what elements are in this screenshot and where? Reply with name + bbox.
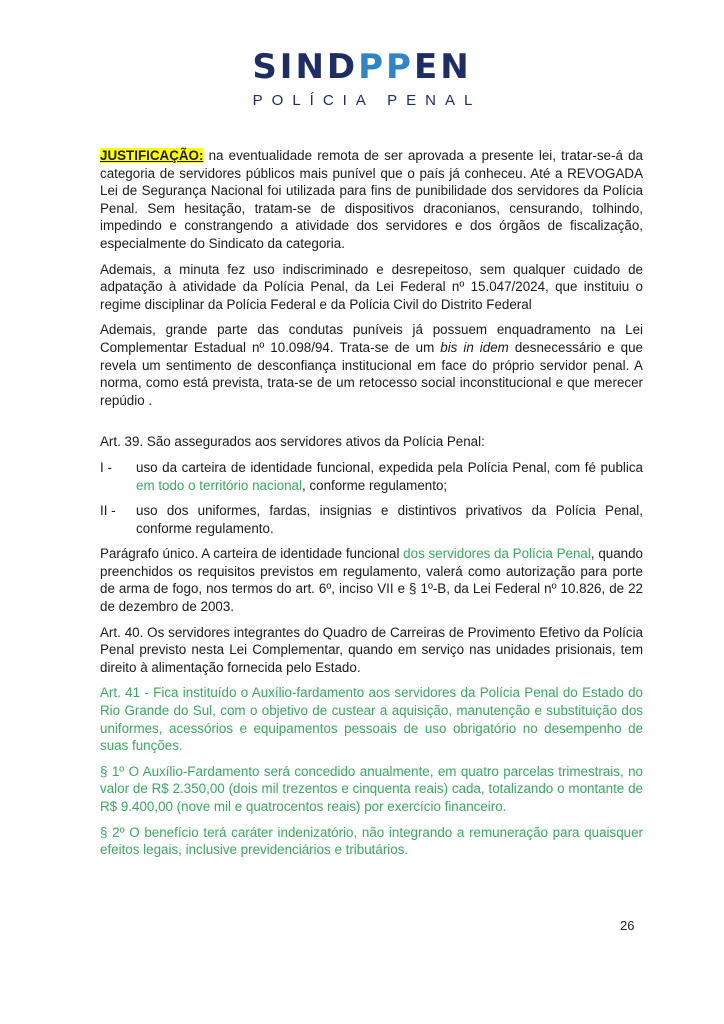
justification-paragraph (100, 147, 643, 253)
logo-text-sind: SIND (252, 47, 359, 87)
art39-title: Art. 39. São assegurados aos servidores ativos da Polícia Penal: (100, 434, 485, 450)
item-text (136, 459, 643, 494)
italic-term: bis in idem (440, 339, 509, 355)
art41-paragraph-2: § 2º O benefício terá caráter indenizatório, não integrando a remuneração para quaisquer efeitos legais, inclusive previdenciários e tributários. (100, 824, 643, 858)
item-text: uso dos uniformes, fardas, insignias e distintivos privativos da Polícia Penal, conforme regulamento. (136, 503, 643, 536)
paragraph-text: , quando preenchidos os requisitos previstos em regulamento, valerá como autorização para porte de arma de fogo, nos termos do art. 6º, inciso VII e § 1º-B, da Lei Federal nº 10.826, de 22 de dezembro de 2003. (100, 546, 644, 615)
art39-item-1 (100, 459, 643, 494)
logo-text-en: EN (413, 47, 472, 87)
paragraph-text: Ademais, grande parte das condutas puníveis já possuem enquadramento na Lei Complementar Estadual nº 10.098/94. Trata-se de um (100, 322, 643, 355)
paragraph-text: desnecessário e que revela um sentimento de desconfiança institucional em face do próprio servidor penal. A norma, como está prevista, trata-se de um retocesso social inconstitucional e que merecer repúdio . (100, 339, 644, 408)
page-number: 26 (620, 918, 635, 933)
justification-label: JUSTIFICAÇÃO: (100, 148, 204, 163)
green-amendment: dos servidores da Polícia Penal (403, 546, 591, 562)
art39-item-2 (100, 502, 643, 537)
paragraph-text: Parágrafo único. A carteira de identidade funcional (100, 546, 404, 562)
green-amendment: em todo o território nacional (136, 477, 302, 493)
paragraph-bis-in-idem (100, 321, 643, 409)
art41-caput: Art. 41 - Fica instituído o Auxílio-fardamento aos servidores da Polícia Penal do Estado do Rio Grande do Sul, com o objetivo de custear a aquisição, manutenção e substituição dos uniformes, acessórios e equipamentos pessoais de uso obrigatório no desempenho de suas funções. (100, 685, 643, 754)
item-number: II - (100, 503, 116, 519)
art41-paragraph-1: § 1º O Auxílio-Fardamento será concedido anualmente, em quatro parcelas trimestrais, no valor de R$ 2.350,00 (dois mil trezentos e cinquenta reais) cada, totalizando o montante de R$ 9.400,00 (nove mil e quatrocentos reais) por exercício financeiro. (100, 763, 643, 814)
art40: Art. 40. Os servidores integrantes do Quadro de Carreiras de Provimento Efetivo da Polícia Penal previsto nesta Lei Complementar, quando em serviço nas unidades prisionais, tem direito à alimentação fornecida pelo Estado. (100, 624, 643, 675)
document-body (100, 147, 643, 867)
art39-paragraph-unique (100, 545, 643, 615)
item-text-part: uso da carteira de identidade funcional, expedida pela Polícia Penal, com fé publica (136, 459, 643, 475)
logo-header (0, 48, 724, 109)
sindppen-logo (0, 48, 724, 86)
item-text-part: , conforme regulamento; (301, 477, 448, 493)
justification-text: na eventualidade remota de ser aprovada a presente lei, tratar-se-á da categoria de servidores públicos mais punível que o país já conheceu. Até a REVOGADA Lei de Segurança Nacional foi utilizada para fins de punibilidade dos servidores da Polícia Penal. Sem hesitação, tratam-se de dispositivos draconianos, censurando, tolhindo, impedindo e constrangendo a atividade dos servidores e dos órgãos de fiscalização, especialmente do Sindicato da categoria. (100, 148, 643, 251)
logo-text-pp: PP (358, 47, 414, 87)
item-number: I - (100, 459, 112, 475)
paragraph-adaptation: Ademais, a minuta fez uso indiscriminado e desrepeitoso, sem qualquer cuidado de adpatação à atividade da Polícia Penal, da Lei Federal nº 15.047/2024, que instituiu o regime disciplinar da Polícia Federal e da Polícia Civil do Distrito Federal (100, 261, 643, 312)
logo-subtitle: POLÍCIA PENAL (252, 92, 482, 109)
